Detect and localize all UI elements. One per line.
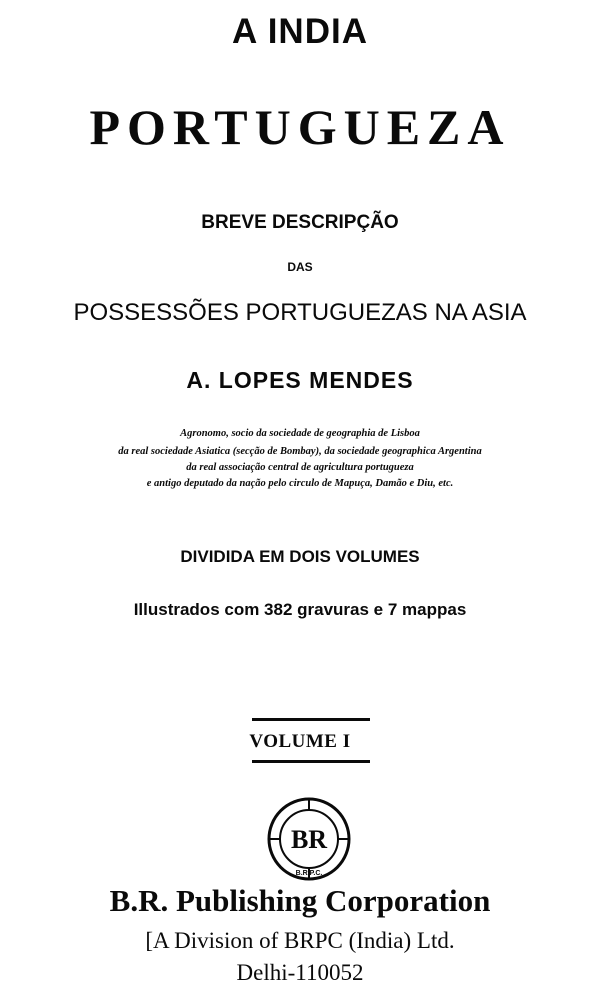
author-name: A. LOPES MENDES <box>186 367 414 393</box>
volume-rule-top <box>252 718 370 721</box>
credential-line-4: e antigo deputado da nação pelo circulo de Mapuça, Damão e Diu, etc. <box>146 478 454 489</box>
credential-line-3: da real associação central de agricultura portugueza <box>186 462 414 473</box>
credential-line-2: da real sociedade Asiatica (secção de Bombay), da sociedade geographica Argentina <box>118 446 482 457</box>
publisher-name: B.R. Publishing Corporation <box>109 883 491 918</box>
subtitle-line-2: DAS <box>287 260 313 274</box>
publisher-division: [A Division of BRPC (India) Ltd. <box>145 928 455 953</box>
logo-ring-text: B.R.P.C. <box>295 870 323 877</box>
title-line-2: PORTUGUEZA <box>89 99 511 155</box>
illustrations-note: Illustrados com 382 gravuras e 7 mappas <box>133 600 467 619</box>
brpc-logo-graphic <box>266 796 352 882</box>
subtitle-line-3: POSSESSÕES PORTUGUEZAS NA ASIA <box>73 299 527 326</box>
credential-line-1: Agronomo, socio da sociedade de geographia de Lisboa <box>180 428 420 439</box>
subtitle-line-1: BREVE DESCRIPÇÃO <box>201 212 399 233</box>
title-line-1: A INDIA <box>232 12 368 51</box>
volumes-note: DIVIDIDA EM DOIS VOLUMES <box>180 547 420 566</box>
volume-rule-bottom <box>252 760 370 763</box>
volume-label: VOLUME I <box>249 731 351 752</box>
publisher-city: Delhi-110052 <box>236 960 364 985</box>
brpc-logo <box>266 796 352 882</box>
logo-initials: BR <box>290 825 328 854</box>
